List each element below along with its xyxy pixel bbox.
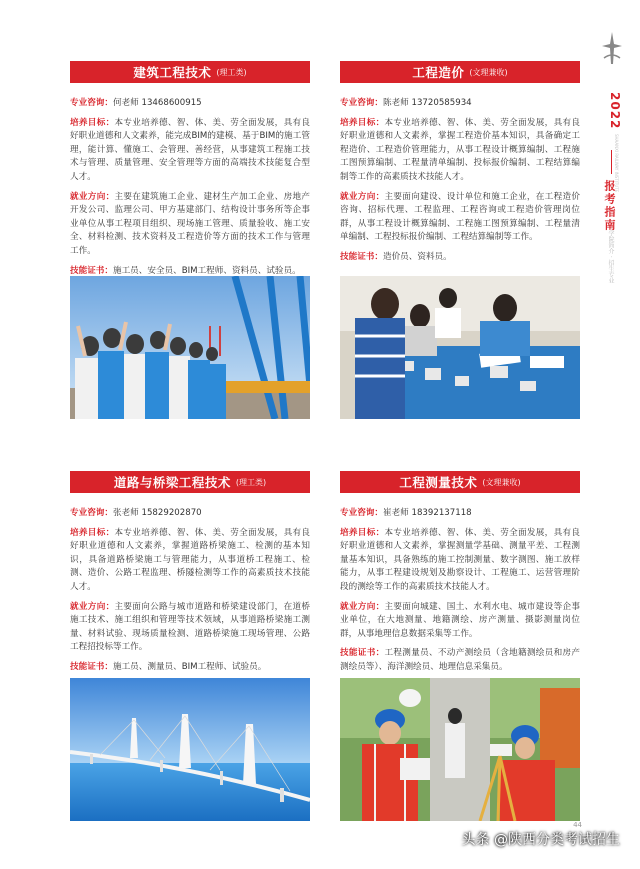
cert-text: 造价员、资料员。 — [382, 251, 452, 262]
contact-info: 陈老师 13720585934 — [382, 98, 472, 108]
goal-text: 本专业培养德、智、体、美、劳全面发展，具有良好职业道德和人文素养，掌握工程造价基本知识，具备确定工程造价、工程造价管理能力，从事工程设计概算编制、工程施工图预算编制、工程量清单编制、投标报价编制、工程结算编制等工作的高素质技术技能人才。 — [340, 117, 580, 182]
photo-surveyors — [340, 678, 580, 821]
contact-label: 专业咨询： — [340, 98, 383, 108]
major-card-road-bridge — [70, 471, 310, 681]
major-type: (理工类) — [216, 67, 247, 77]
major-type: (文理兼收) — [469, 67, 508, 77]
job-text: 主要在建筑施工企业、建材生产加工企业、房地产开发公司、监理公司、甲方基建部门、结构设计事务所等企事业单位从事工程项目组织、现场施工管理、质量验收、施工安全、材料检测、技术资料及工程造价等方面的技术工作与管理工作。 — [70, 191, 310, 256]
contact-label: 专业咨询： — [70, 98, 113, 108]
major-banner — [340, 471, 580, 493]
cert-text: 工程测量员、不动产测绘员（含地籍测绘员和房产测绘员等）、海洋测绘员、地理信息采集员。 — [340, 648, 580, 672]
contact-info: 崔老师 18392137118 — [382, 508, 472, 518]
job-text: 主要面向公路与城市道路和桥梁建设部门，在道桥施工技术、施工组织和管理等技术领域，从事道路桥梁施工测量、材料试验、现场质量检测、道路桥梁施工现场管理、公路工程招投标等工作。 — [70, 601, 310, 653]
job-label: 就业方向： — [340, 601, 385, 612]
contact-label: 专业咨询： — [70, 508, 113, 518]
job-label: 就业方向： — [70, 191, 115, 202]
contact-label: 专业咨询： — [340, 508, 383, 518]
goal-label: 培养目标： — [340, 527, 385, 538]
page-number: 44 — [573, 821, 582, 829]
photo-students-model — [340, 276, 580, 419]
photo-sea-bridge — [70, 678, 310, 821]
sidebar-small-text: 学院简介 · 招生专业 — [607, 230, 614, 284]
contact-info: 何老师 13468600915 — [112, 98, 202, 108]
sidebar-tiny-text: SHAANXI RAILWAY INSTITUTE — [614, 134, 619, 193]
major-card-construction — [70, 61, 310, 284]
major-title: 建筑工程技术 — [133, 65, 212, 80]
goal-label: 培养目标： — [340, 117, 385, 128]
sidebar-title: 报考指南 — [603, 180, 616, 232]
major-type: (文理兼收) — [482, 477, 521, 487]
major-card-cost — [340, 61, 580, 271]
major-title: 道路与桥梁工程技术 — [113, 475, 231, 490]
sidebar-divider — [611, 150, 612, 174]
cert-label: 技能证书： — [340, 251, 383, 262]
contact-info: 张老师 15829202870 — [112, 508, 202, 518]
sidebar — [598, 30, 626, 310]
watermark-footer: 头条 @陕西分类考试招生 — [461, 832, 620, 848]
cert-label: 技能证书： — [70, 661, 113, 672]
job-label: 就业方向： — [340, 191, 385, 202]
major-banner — [70, 61, 310, 83]
goal-text: 本专业培养德、智、体、美、劳全面发展，具有良好职业道德和人文素养，掌握道路桥梁施工、检测的基本知识，具备道路桥梁施工与管理能力，从事道桥工程施工、检测、造价、公路工程监理、桥隧检测等工作的高素质技术技能人才。 — [70, 527, 310, 592]
major-banner — [340, 61, 580, 83]
goal-label: 培养目标： — [70, 117, 115, 128]
major-type: (理工类) — [235, 477, 267, 487]
cert-label: 技能证书： — [70, 265, 113, 276]
sidebar-year: 2022 — [608, 92, 622, 130]
major-banner — [70, 471, 310, 493]
goal-label: 培养目标： — [70, 527, 115, 538]
cert-text: 施工员、测量员、BIM工程师、试验员。 — [112, 661, 267, 672]
goal-text: 本专业培养德、智、体、美、劳全面发展，具有良好职业道德和人文素养，掌握测量学基础、测量平差、工程测量基本知识，具备熟练的施工控制测量、数字测图、施工放样能力，从事工程建设规划及勘察设计、工程施工、运营管理阶段的测绘等工作的高素质技术技能人才。 — [340, 527, 580, 592]
cert-label: 技能证书： — [340, 648, 385, 659]
cert-text: 施工员、安全员、BIM工程师、资料员、试验员。 — [112, 265, 301, 276]
job-label: 就业方向： — [70, 601, 115, 612]
goal-text: 本专业培养德、智、体、美、劳全面发展，具有良好职业道德和人文素养，能完成BIM的建模、基于BIM的施工管理，能计算、懂施工、会管理、善经营，从事建筑工程施工技术与管理、质量管理、安全管理等方面的高端技术技能复合型人才。 — [70, 117, 310, 182]
major-title: 工程造价 — [412, 65, 465, 80]
job-text: 主要面向建设、设计单位和施工企业，在工程造价咨询、招标代理、工程监理、工程咨询或工程造价管理岗位群，从事工程设计概算编制、工程施工图预算编制、工程量清单编制、工程投标报价编制、工程结算编制等工作。 — [340, 191, 580, 243]
major-title: 工程测量技术 — [399, 475, 478, 490]
major-card-survey — [340, 471, 580, 681]
job-text: 主要面向城建、国土、水利水电、城市建设等企事业单位，在大地测量、地籍测绘、房产测量、摄影测量岗位群，从事地理信息数据采集等工作。 — [340, 601, 580, 639]
photo-bridge-group — [70, 276, 310, 419]
logo-icon — [600, 30, 624, 66]
